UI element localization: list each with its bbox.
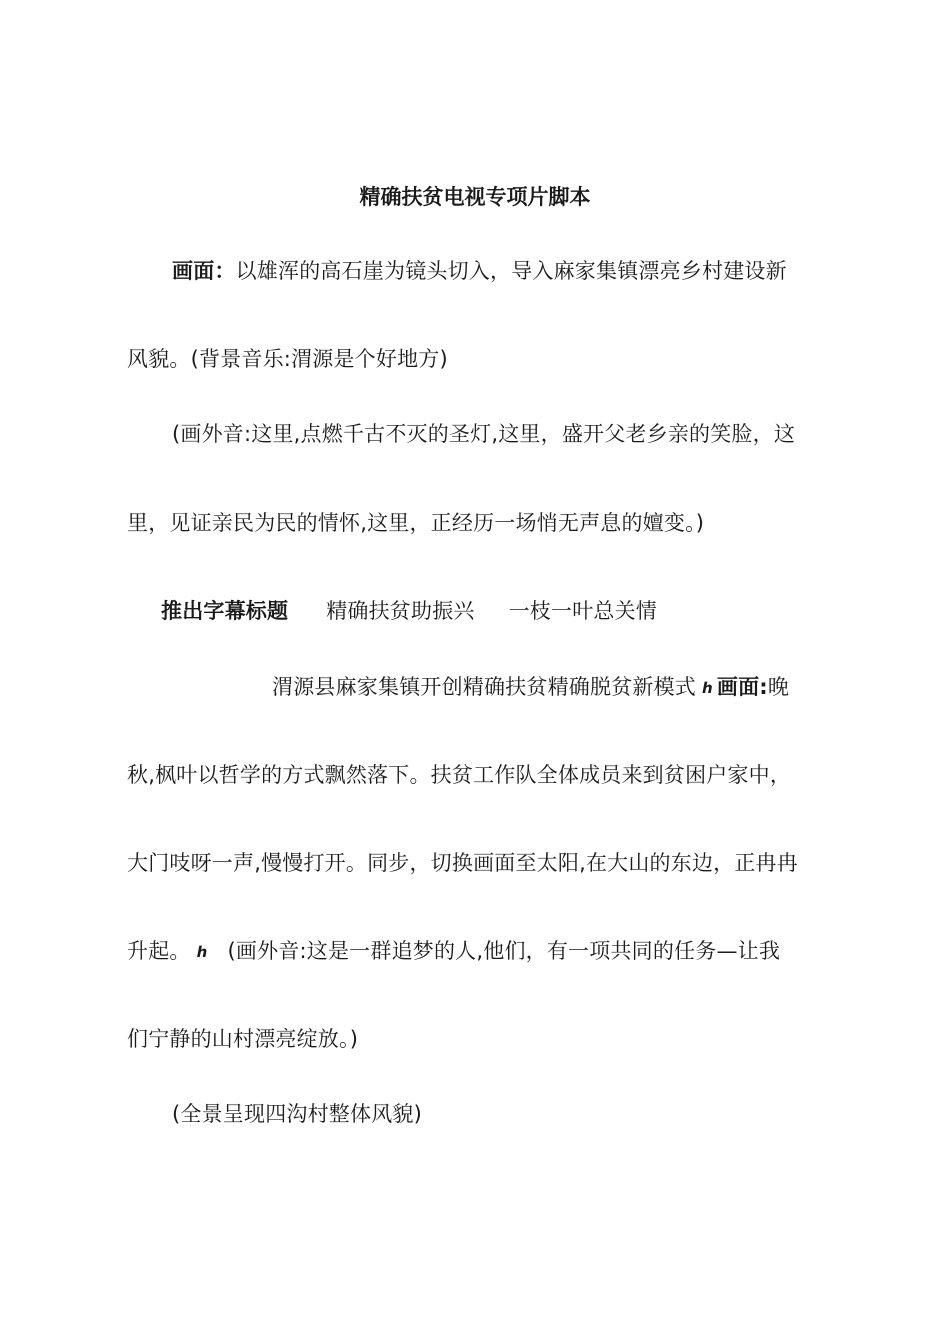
paragraph-4-line-1: 秋,枫叶以哲学的方式飘然落下。扶贫工作队全体成员来到贫困户家中， bbox=[127, 763, 792, 787]
caption-title-line bbox=[161, 596, 657, 626]
document-title: 精确扶贫电视专项片脚本 bbox=[359, 185, 591, 209]
paragraph-4-line-2: 大门吱呀一声,慢慢打开。同步，切换画面至太阳,在大山的东边，正冉冉 bbox=[127, 851, 798, 875]
paragraph-3-line-1 bbox=[272, 672, 789, 703]
scene-label-2: 画面: bbox=[716, 675, 768, 699]
paragraph-3-tail: 晚 bbox=[767, 675, 790, 699]
caption-title-1: 精确扶贫助振兴 bbox=[326, 599, 475, 623]
paragraph-4-line-4: 们宁静的山村漂亮绽放。) bbox=[127, 1027, 359, 1051]
paragraph-2-line-1: (画外音:这里,点燃千古不灭的圣灯,这里，盛开父老乡亲的笑脸，这 bbox=[172, 422, 796, 446]
paragraph-1-line-2: 风貌。(背景音乐:渭源是个好地方) bbox=[127, 347, 448, 371]
paragraph-mark-glyph: ℎ bbox=[702, 679, 713, 697]
paragraph-4-line-3 bbox=[127, 936, 780, 967]
paragraph-1-line-1 bbox=[172, 256, 787, 286]
paragraph-4-line-3-end: (画外音:这是一群追梦的人,他们，有一项共同的任务—让我 bbox=[227, 939, 781, 963]
paragraph-5-line-1: (全景呈现四沟村整体风貌) bbox=[172, 1102, 422, 1126]
caption-title-2: 一枝一叶总关情 bbox=[508, 599, 658, 623]
paragraph-1-text: 以雄浑的高石崖为镜头切入，导入麻家集镇漂亮乡村建设新 bbox=[235, 259, 787, 283]
subheading-text: 渭源县麻家集镇开创精确扶贫精确脱贫新模式 bbox=[272, 675, 696, 699]
paragraph-4-line-3-start: 升起。 bbox=[127, 939, 191, 963]
paragraph-mark-glyph-2: ℎ bbox=[196, 943, 208, 961]
caption-title-label: 推出字幕标题 bbox=[161, 599, 289, 623]
scene-label: 画面： bbox=[172, 259, 236, 283]
paragraph-2-line-2: 里，见证亲民为民的情怀,这里，正经历一场悄无声息的嬗变。) bbox=[127, 511, 705, 535]
